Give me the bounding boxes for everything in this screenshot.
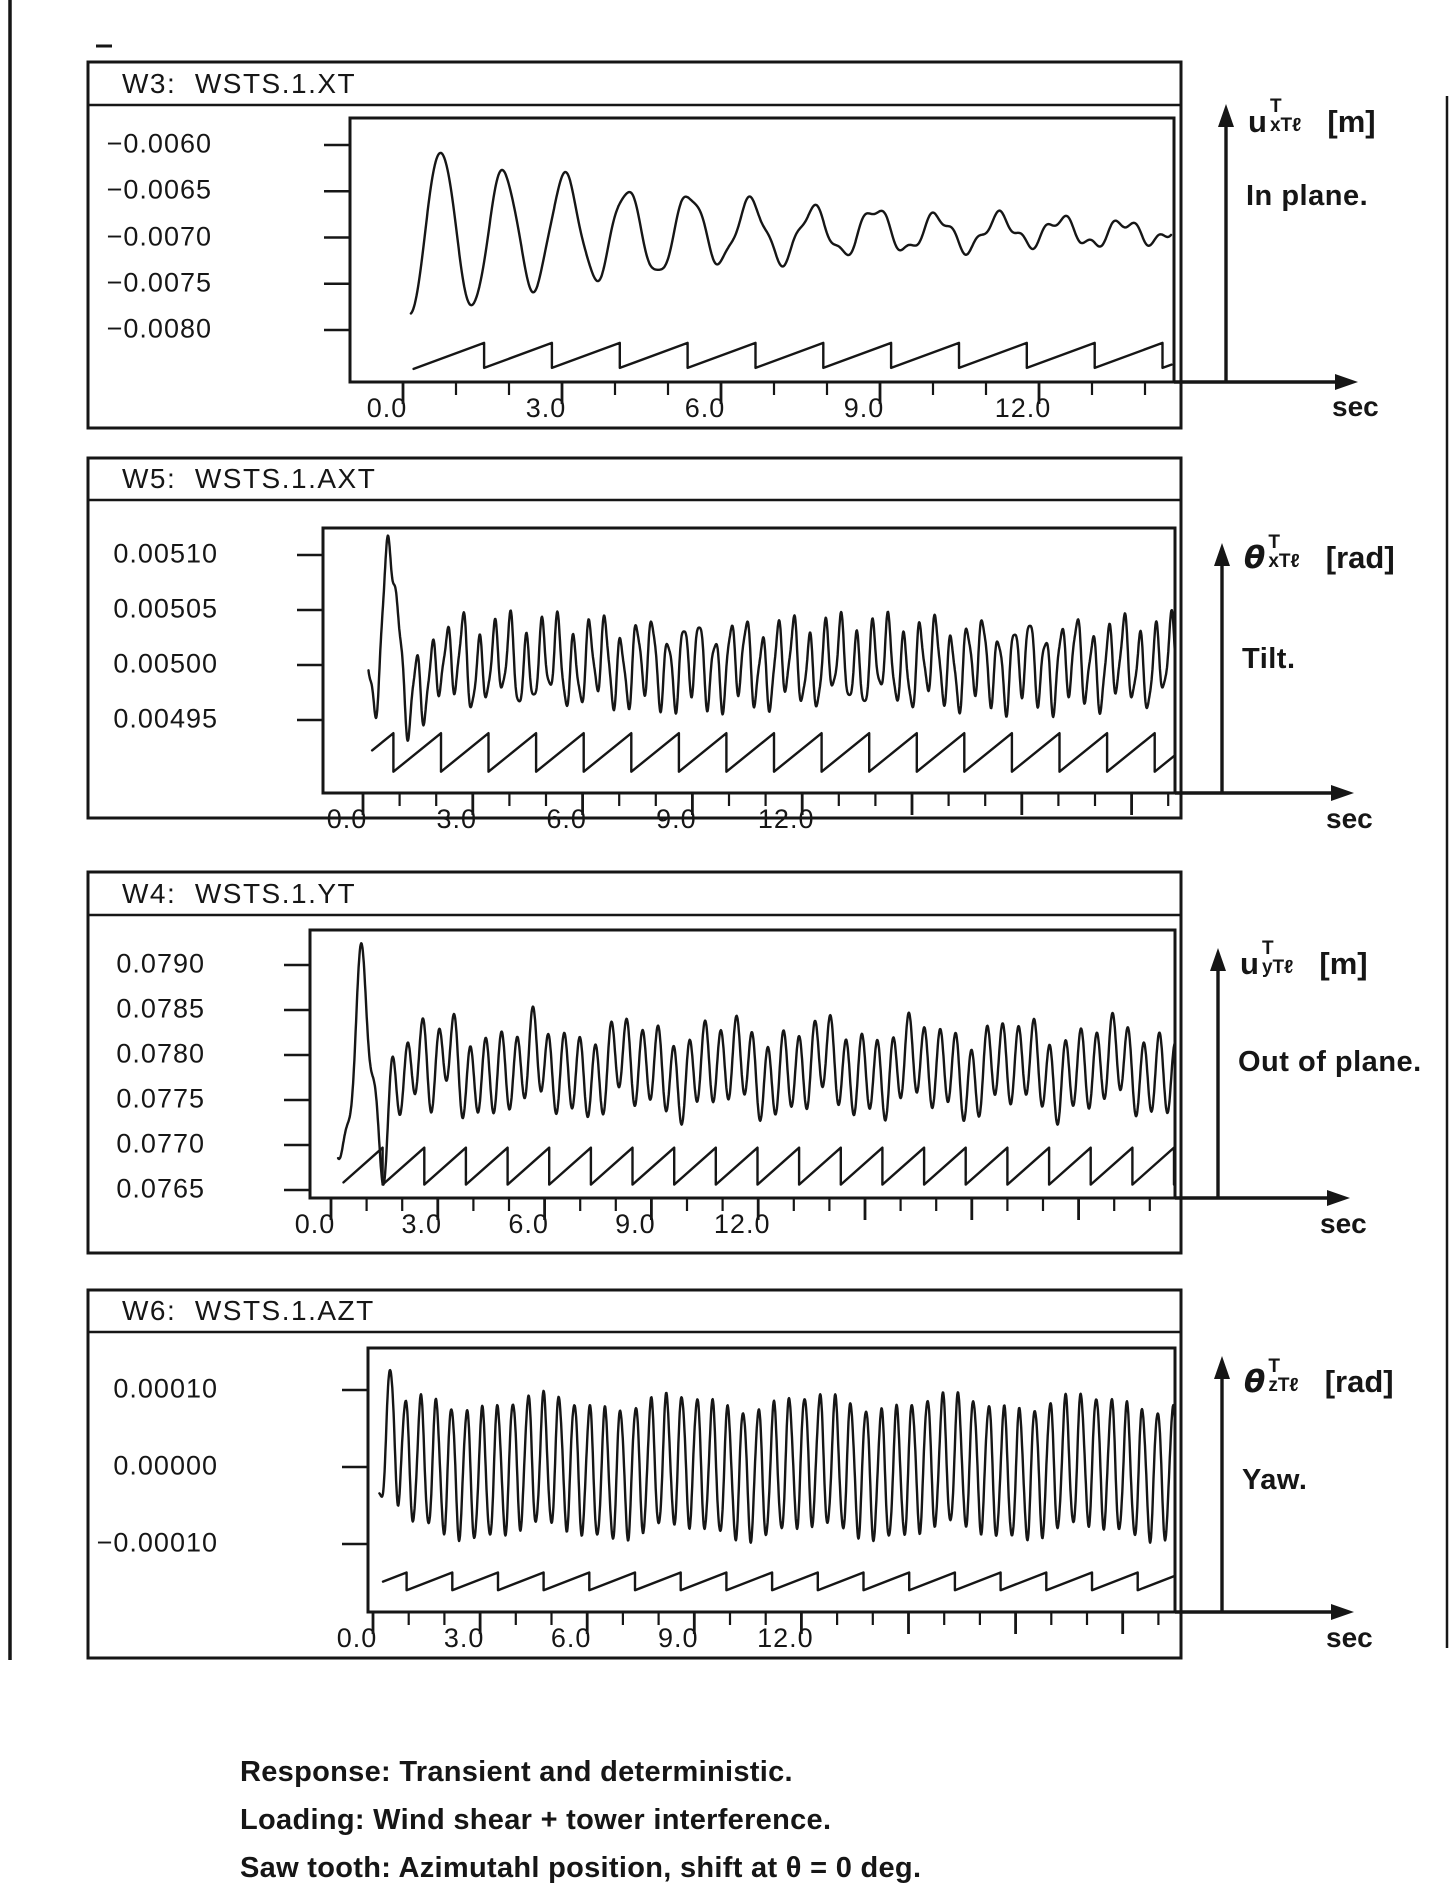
axis-symbol-sub: yTℓ xyxy=(1261,957,1294,979)
x-tick-label: 3.0 xyxy=(436,804,478,834)
panel-title: W5: WSTS.1.AXT xyxy=(122,463,377,494)
y-tick-label: 0.00000 xyxy=(113,1450,218,1481)
x-tick-label: 12.0 xyxy=(713,1209,771,1239)
y-tick-label: 0.00495 xyxy=(113,703,218,734)
y-tick-label: 0.00010 xyxy=(113,1373,218,1404)
y-tick-label: −0.0065 xyxy=(106,174,212,205)
axis-description: Tilt. xyxy=(1242,643,1296,675)
y-tick-label: 0.00510 xyxy=(113,538,218,569)
y-tick-label: −0.0070 xyxy=(106,220,212,251)
panel-w3-graphics xyxy=(88,62,1358,428)
y-tick-label: −0.0080 xyxy=(106,313,212,344)
y-tick-label: 0.00505 xyxy=(113,593,218,624)
axis-symbol-sup: T xyxy=(1268,1356,1280,1377)
axis-symbol-sup: T xyxy=(1268,532,1280,553)
x-tick-label: 0.0 xyxy=(326,804,368,834)
caption-line: Loading: Wind shear + tower interference. xyxy=(240,1804,832,1836)
axis-symbol-sup: T xyxy=(1269,96,1282,117)
y-tick-label: 0.00500 xyxy=(113,648,218,679)
x-tick-label: 3.0 xyxy=(525,393,567,423)
y-tick-label: 0.0785 xyxy=(116,993,205,1024)
x-tick-label: 12.0 xyxy=(757,804,815,834)
trace-group xyxy=(411,153,1172,369)
x-tick-label: 9.0 xyxy=(615,1209,656,1239)
y-axis-annotation xyxy=(1244,532,1395,579)
y-tick-label: 0.0790 xyxy=(116,948,205,979)
sec-label: sec xyxy=(1326,803,1373,834)
panel-title: W3: WSTS.1.XT xyxy=(122,67,357,99)
axis-symbol-sub: xTℓ xyxy=(1268,551,1300,573)
x-tick-label: 6.0 xyxy=(546,804,587,834)
x-tick-label: 0.0 xyxy=(336,1623,378,1653)
x-tick-label: 0.0 xyxy=(366,393,408,423)
axis-symbol-sup: T xyxy=(1261,938,1274,959)
x-tick-label: 9.0 xyxy=(656,804,697,834)
x-tick-label: 6.0 xyxy=(684,393,726,423)
x-tick-label: 9.0 xyxy=(658,1623,699,1653)
axis-unit: [m] xyxy=(1327,104,1376,139)
axis-unit: [rad] xyxy=(1325,540,1395,575)
axis-description: Out of plane. xyxy=(1238,1046,1422,1078)
trace-group xyxy=(369,536,1176,772)
caption-line: Saw tooth: Azimutahl position, shift at θ = 0 deg. xyxy=(240,1852,922,1884)
axis-symbol: u xyxy=(1240,946,1259,981)
x-tick-label: 12.0 xyxy=(994,393,1052,423)
panel-w6-graphics xyxy=(88,1290,1354,1658)
panel-w4-graphics xyxy=(88,872,1350,1253)
y-tick-label: 0.0775 xyxy=(116,1083,205,1114)
y-tick-label: −0.0060 xyxy=(106,128,212,159)
axis-unit: [rad] xyxy=(1324,1364,1394,1399)
y-tick-label: 0.0765 xyxy=(116,1173,205,1204)
x-tick-label: 3.0 xyxy=(401,1209,443,1239)
x-tick-label: 0.0 xyxy=(294,1209,336,1239)
axis-symbol: θ xyxy=(1244,1364,1266,1400)
y-axis-annotation xyxy=(1244,1356,1394,1403)
axis-description: In plane. xyxy=(1246,180,1369,212)
y-tick-label: 0.0780 xyxy=(116,1038,205,1069)
axis-symbol: u xyxy=(1248,104,1267,139)
trace-group xyxy=(379,1370,1176,1590)
axis-symbol-sub: zTℓ xyxy=(1268,1375,1299,1397)
x-tick-label: 3.0 xyxy=(443,1623,485,1653)
sec-label: sec xyxy=(1326,1622,1373,1653)
y-tick-label: 0.0770 xyxy=(116,1128,205,1159)
y-axis-annotation xyxy=(1240,938,1368,985)
x-tick-label: 12.0 xyxy=(757,1623,814,1653)
caption-line: Response: Transient and deterministic. xyxy=(240,1756,793,1788)
axis-symbol: θ xyxy=(1244,540,1266,576)
panel-title: W6: WSTS.1.AZT xyxy=(122,1295,375,1326)
axis-description: Yaw. xyxy=(1242,1464,1308,1496)
sec-label: sec xyxy=(1332,391,1379,422)
x-tick-label: 9.0 xyxy=(843,393,885,423)
axis-unit: [m] xyxy=(1319,946,1368,981)
panel-title: W4: WSTS.1.YT xyxy=(122,877,357,909)
trace-group xyxy=(338,943,1175,1184)
x-tick-label: 6.0 xyxy=(550,1623,592,1653)
panel-w5-graphics xyxy=(88,458,1354,818)
y-axis-annotation xyxy=(1248,96,1376,143)
y-tick-label: −0.00010 xyxy=(96,1527,218,1558)
axis-symbol-sub: xTℓ xyxy=(1269,115,1302,137)
sec-label: sec xyxy=(1320,1208,1367,1239)
x-tick-label: 6.0 xyxy=(508,1209,549,1239)
y-tick-label: −0.0075 xyxy=(106,267,212,298)
